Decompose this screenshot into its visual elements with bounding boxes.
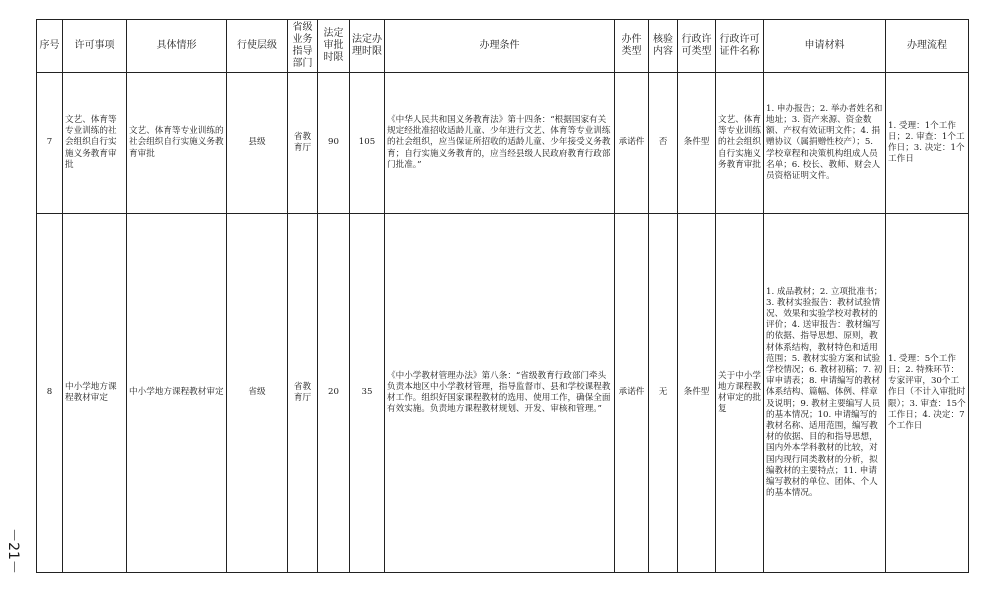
- cell-materials: 1. 申办报告；2. 举办者姓名和地址；3. 资产来源、资金数额、产权有效证明文件；4. 捐赠协议（属捐赠性校产）；5. 学校章程和决策机构组成人员名单；6. 校长、教师、财会人员资格证明文件。: [764, 73, 886, 214]
- cell-actual-days: 35: [350, 214, 385, 573]
- cell-process: 1. 受理：1个工作日；2. 审查：1个工作日；3. 决定：1个工作日: [886, 73, 969, 214]
- cell-dept: 省教育厅: [288, 214, 318, 573]
- cell-level: 省级: [227, 214, 288, 573]
- cell-process: 1. 受理：5个工作日；2. 特殊环节：专家评审，30个工作日（不计入审批时限）；3. 审查：15个工作日；4. 决定：7个工作日: [886, 214, 969, 573]
- cell-seq: 8: [37, 214, 63, 573]
- header-verify: 核验内容: [649, 20, 678, 73]
- header-cert: 行政许可证件名称: [716, 20, 764, 73]
- cell-situation: 文艺、体育等专业训练的社会组织自行实施义务教育审批: [127, 73, 227, 214]
- cell-verify: 否: [649, 73, 678, 214]
- header-level: 行使层级: [227, 20, 288, 73]
- header-process: 办理流程: [886, 20, 969, 73]
- header-dept: 省级业务指导部门: [288, 20, 318, 73]
- cell-conditions: 《中华人民共和国义务教育法》第十四条：“根据国家有关规定经批准招收适龄儿童、少年进行文艺、体育等专业训练的社会组织，应当保证所招收的适龄儿童、少年接受义务教育；自行实施义务教育的，应当经县级人民政府教育行政部门批准。”: [385, 73, 615, 214]
- cell-conditions: 《中小学教材管理办法》第八条：“省级教育行政部门牵头负责本地区中小学教材管理，指导监督市、县和学校课程教材工作。组织好国家课程教材的选用、使用工作，确保全面有效实施。负责地方课程教材规划、开发、审核和管理。”: [385, 214, 615, 573]
- cell-dept: 省教育厅: [288, 73, 318, 214]
- cell-level: 县级: [227, 73, 288, 214]
- cell-actual-days: 105: [350, 73, 385, 214]
- cell-materials: 1. 成品教材；2. 立项批准书；3. 教材实验报告：教材试验情况、效果和实验学校对教材的评价；4. 送审报告：教材编写的依据、指导思想、原则，教材体系结构，教材特色和适用范围；5. 教材实验方案和试验学校情况；6. 教材初稿；7. 初审申请表；8. 申请编写的教材体系结构、篇幅、体例、样章及说明；9. 教材主要编写人员的基本情况；10. 申请编写的教材名称、适用范围，编写教材的依据、目的和指导思想，国内外本学科教材的比较，对国内现行同类教材的分析，拟编教材的主要特点；11. 申请编写教材的单位、团体、个人的基本情况。: [764, 214, 886, 573]
- cell-seq: 7: [37, 73, 63, 214]
- header-admin-type: 行政许可类型: [678, 20, 716, 73]
- cell-type: 承诺件: [615, 73, 649, 214]
- cell-situation: 中小学地方课程教材审定: [127, 214, 227, 573]
- header-seq: 序号: [37, 20, 63, 73]
- cell-legal-days: 20: [318, 214, 350, 573]
- table-row: [37, 73, 969, 214]
- cell-item: 中小学地方课程教材审定: [63, 214, 127, 573]
- header-row: [37, 20, 969, 73]
- cell-cert: 文艺、体育等专业训练的社会组织自行实施义务教育审批: [716, 73, 764, 214]
- cell-admin-type: 条件型: [678, 214, 716, 573]
- header-type: 办件类型: [615, 20, 649, 73]
- cell-cert: 关于中小学地方课程教材审定的批复: [716, 214, 764, 573]
- header-conditions: 办理条件: [385, 20, 615, 73]
- permit-table: [36, 19, 969, 573]
- page-number: －21－: [5, 528, 22, 574]
- cell-admin-type: 条件型: [678, 73, 716, 214]
- header-item: 许可事项: [63, 20, 127, 73]
- header-materials: 申请材料: [764, 20, 886, 73]
- header-actual-days: 法定办理时限: [350, 20, 385, 73]
- header-situation: 具体情形: [127, 20, 227, 73]
- header-legal-days: 法定审批时限: [318, 20, 350, 73]
- cell-item: 文艺、体育等专业训练的社会组织自行实施义务教育审批: [63, 73, 127, 214]
- table-row: [37, 214, 969, 573]
- cell-verify: 无: [649, 214, 678, 573]
- cell-legal-days: 90: [318, 73, 350, 214]
- cell-type: 承诺件: [615, 214, 649, 573]
